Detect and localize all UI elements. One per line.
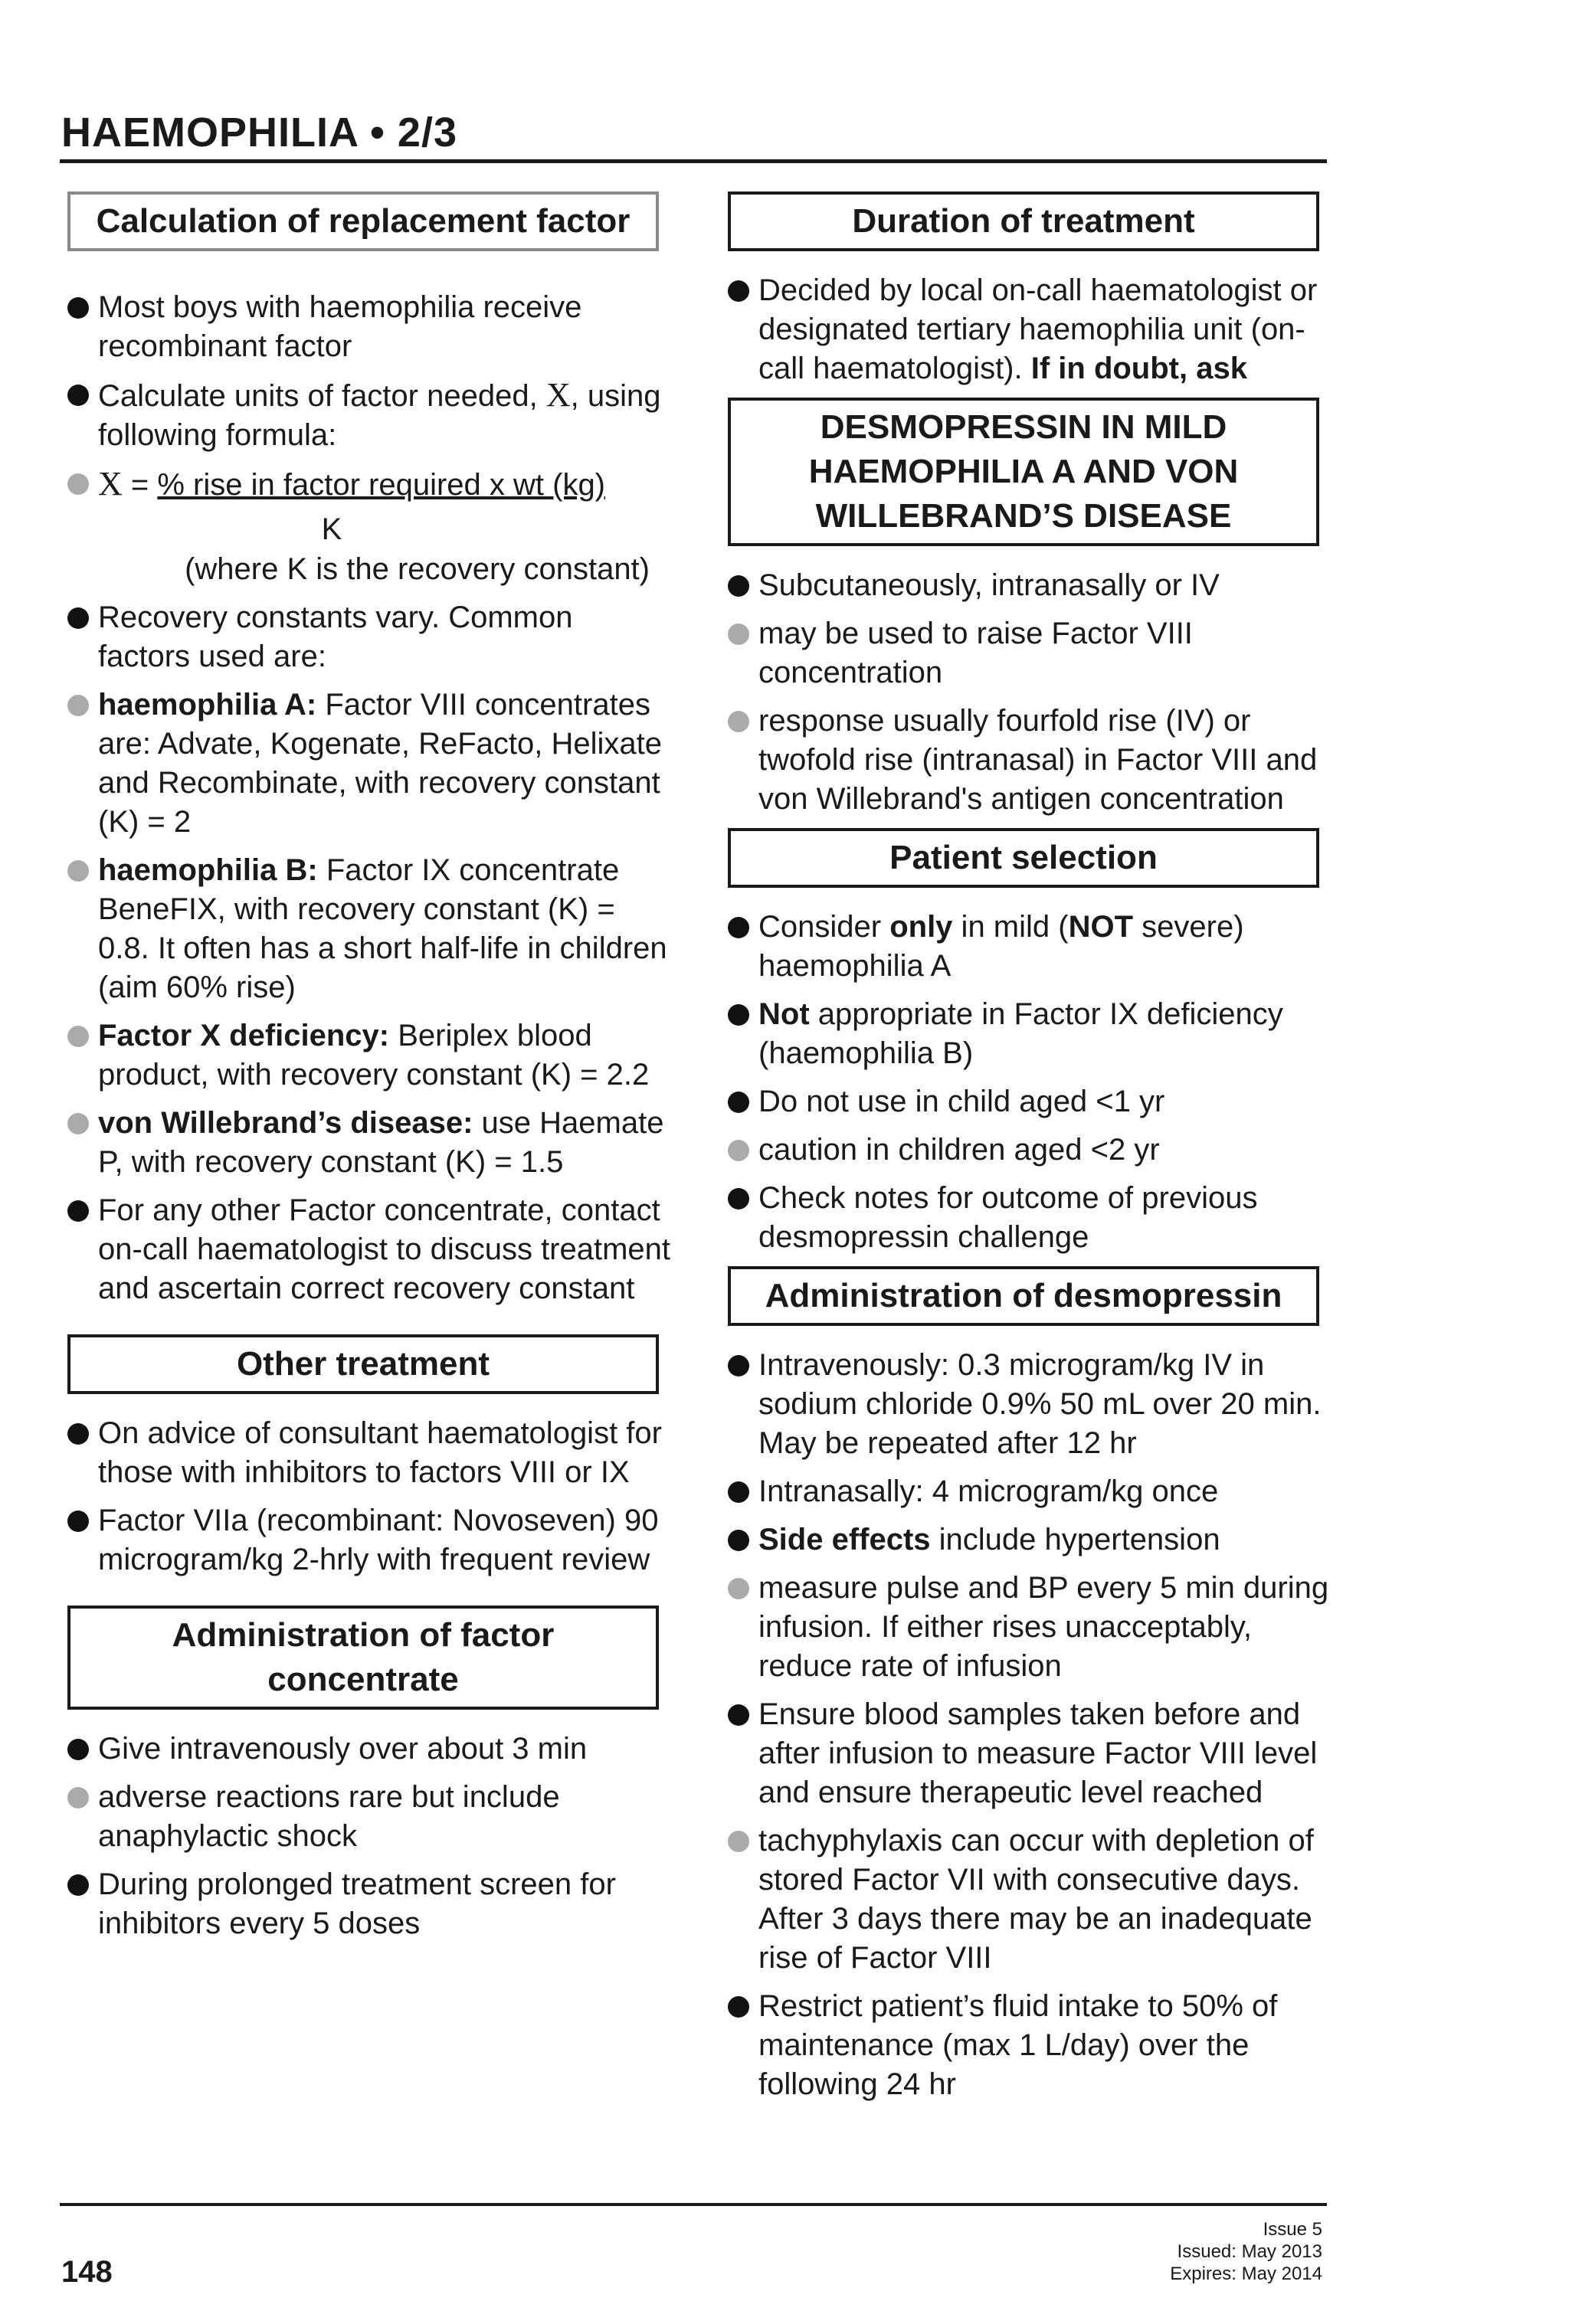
list-item: Not appropriate in Factor IX deficiency (haemophilia B) <box>728 995 1341 1073</box>
right-column <box>728 191 1341 2113</box>
list-item: Factor VIIa (recombinant: Novoseven) 90 microgram/kg 2-hrly with frequent review <box>67 1501 673 1579</box>
header-rule <box>60 159 1327 163</box>
section-heading-administration-desmopressin: Administration of desmopressin <box>728 1266 1319 1326</box>
list-item: Restrict patient’s fluid intake to 50% of maintenance (max 1 L/day) over the following 24 hr <box>728 1987 1341 2104</box>
list-item: Subcutaneously, intranasally or IV <box>728 566 1341 605</box>
list-item: For any other Factor concentrate, contact on-call haematologist to discuss treatment and ascertain correct recovery constant <box>67 1191 673 1308</box>
list-item: During prolonged treatment screen for inhibitors every 5 doses <box>67 1865 673 1943</box>
list-item: measure pulse and BP every 5 min during infusion. If either rises unacceptably, reduce rate of infusion <box>728 1569 1341 1686</box>
issued-date: Issued: May 2013 <box>1177 2241 1322 2262</box>
left-column <box>67 191 673 1952</box>
footer-rule <box>60 2203 1327 2206</box>
list-item: adverse reactions rare but include anaphylactic shock <box>67 1778 673 1856</box>
list-item: Decided by local on-call haematologist or designated tertiary haemophilia unit (on-call haematologist). If in doubt, ask <box>728 271 1341 388</box>
list-item: Factor X deficiency: Beriplex blood product, with recovery constant (K) = 2.2 <box>67 1016 673 1095</box>
list-item: Give intravenously over about 3 min <box>67 1730 673 1769</box>
section-heading-other-treatment: Other treatment <box>67 1334 659 1394</box>
list-item: Intravenously: 0.3 microgram/kg IV in sodium chloride 0.9% 50 mL over 20 min. May be repeated after 12 hr <box>728 1346 1341 1463</box>
section-heading-desmopressin: DESMOPRESSIN IN MILD HAEMOPHILIA A AND VON WILLEBRAND’S DISEASE <box>728 398 1319 546</box>
list-item: Most boys with haemophilia receive recombinant factor <box>67 288 673 366</box>
section-heading-calculation: Calculation of replacement factor <box>67 191 659 251</box>
list-item: Calculate units of factor needed, X, using following formula: <box>67 375 673 455</box>
list-item: haemophilia B: Factor IX concentrate BeneFIX, with recovery constant (K) = 0.8. It often has a short half-life in children (aim 60% rise) <box>67 851 673 1007</box>
list-item: Recovery constants vary. Common factors used are: <box>67 598 673 676</box>
section-heading-duration: Duration of treatment <box>728 191 1319 251</box>
formula-line: X = % rise in factor required x wt (kg) <box>67 464 673 505</box>
section-heading-patient-selection: Patient selection <box>728 828 1319 888</box>
list-item: caution in children aged <2 yr <box>728 1131 1341 1170</box>
list-item: may be used to raise Factor VIII concentration <box>728 614 1341 692</box>
list-item: von Willebrand’s disease: use Haemate P, with recovery constant (K) = 1.5 <box>67 1104 673 1182</box>
list-item: haemophilia A: Factor VIII concentrates are: Advate, Kogenate, ReFacto, Helixate and Recombinate, with recovery constant (K) = 2 <box>67 686 673 842</box>
list-item: tachyphylaxis can occur with depletion of stored Factor VII with consecutive days. After 3 days there may be an inadequate rise of Factor VIII <box>728 1822 1341 1978</box>
list-item: response usually fourfold rise (IV) or twofold rise (intranasal) in Factor VIII and von Willebrand's antigen concentration <box>728 702 1341 819</box>
page-title: HAEMOPHILIA • 2/3 <box>61 110 457 155</box>
issue-info <box>1170 2218 1322 2285</box>
list-item: On advice of consultant haematologist for those with inhibitors to factors VIII or IX <box>67 1414 673 1492</box>
list-item: Check notes for outcome of previous desmopressin challenge <box>728 1179 1341 1257</box>
section-heading-administration-factor: Administration of factor concentrate <box>67 1606 659 1710</box>
list-item: Intranasally: 4 microgram/kg once <box>728 1472 1341 1511</box>
list-item: Ensure blood samples taken before and after infusion to measure Factor VIII level and ensure therapeutic level reached <box>728 1695 1341 1812</box>
list-item: Consider only in mild (NOT severe) haemophilia A <box>728 908 1341 986</box>
formula-denominator: K <box>321 512 342 546</box>
issue-number: Issue 5 <box>1263 2219 1322 2240</box>
list-item: Side effects include hypertension <box>728 1520 1341 1560</box>
page-number: 148 <box>61 2255 113 2289</box>
formula-note: (where K is the recovery constant) <box>185 552 650 586</box>
list-item: Do not use in child aged <1 yr <box>728 1082 1341 1121</box>
expiry-date: Expires: May 2014 <box>1170 2263 1322 2284</box>
